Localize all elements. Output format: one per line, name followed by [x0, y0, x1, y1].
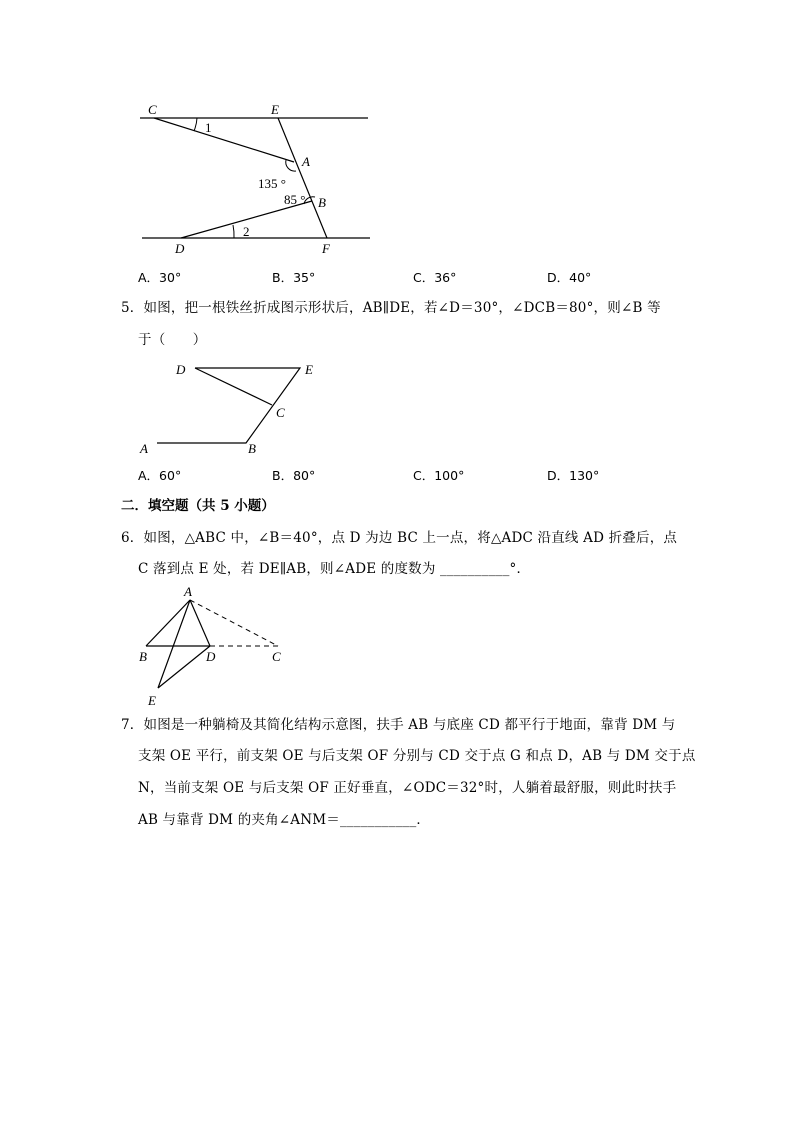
- q7-text-line1: 7．如图是一种躺椅及其简化结构示意图，扶手 AB 与底座 CD 都平行于地面，靠背 DM 与: [121, 717, 676, 733]
- q5-label-B: B: [248, 441, 256, 456]
- q5-option-b[interactable]: B．80°: [272, 468, 316, 483]
- q6-text-line2: C 落到点 E 处，若 DE∥AB，则∠ADE 的度数为 __________°．: [138, 561, 531, 577]
- q5-option-c[interactable]: C．100°: [413, 468, 465, 483]
- angle-135-label: 135 °: [258, 176, 286, 191]
- q6-text-line1: 6．如图，△ABC 中，∠B＝40°，点 D 为边 BC 上一点，将△ADC 沿直线 AD 折叠后，点: [121, 530, 678, 546]
- q6-label-D: D: [206, 649, 216, 664]
- q6-label-C: C: [272, 649, 281, 664]
- q7-text-line4: AB 与靠背 DM 的夹角∠ANM＝___________．: [138, 812, 431, 828]
- label-C: C: [148, 102, 157, 117]
- angle-1-label: 1: [205, 120, 212, 135]
- q5-label-A: A: [140, 441, 148, 456]
- q5-label-D: D: [176, 362, 186, 377]
- q6-label-B: B: [139, 649, 147, 664]
- label-B: B: [318, 195, 326, 210]
- section-heading-fill-in: 二．填空题（共 5 小题）: [121, 498, 275, 514]
- label-A: A: [302, 154, 310, 169]
- q7-text-line3: N，当前支架 OE 与后支架 OF 正好垂直，∠ODC＝32°时，人躺着最舒服，则此时扶手: [138, 780, 677, 796]
- q6-label-A: A: [184, 584, 192, 599]
- q4-option-d[interactable]: D．40°: [547, 270, 592, 285]
- label-F: F: [322, 241, 330, 256]
- q5-label-C: C: [276, 405, 285, 420]
- q5-text-line1: 5．如图，把一根铁丝折成图示形状后，AB∥DE，若∠D＝30°，∠DCB＝80°，则∠B 等: [121, 300, 661, 316]
- q5-text-line2: 于（ ）: [138, 332, 207, 348]
- q5-label-E: E: [305, 362, 313, 377]
- label-D: D: [175, 241, 185, 256]
- angle-2-label: 2: [243, 224, 250, 239]
- q5-option-a[interactable]: A．60°: [138, 468, 182, 483]
- q7-text-line2: 支架 OE 平行，前支架 OE 与后支架 OF 分别与 CD 交于点 G 和点 D，AB 与 DM 交于点: [138, 748, 696, 764]
- q5-option-d[interactable]: D．130°: [547, 468, 600, 483]
- q4-option-a[interactable]: A．30°: [138, 270, 182, 285]
- q4-option-b[interactable]: B．35°: [272, 270, 316, 285]
- q6-label-E: E: [148, 693, 156, 708]
- angle-85-label: 85 °: [284, 192, 306, 207]
- label-E: E: [271, 102, 279, 117]
- q4-option-c[interactable]: C．36°: [413, 270, 457, 285]
